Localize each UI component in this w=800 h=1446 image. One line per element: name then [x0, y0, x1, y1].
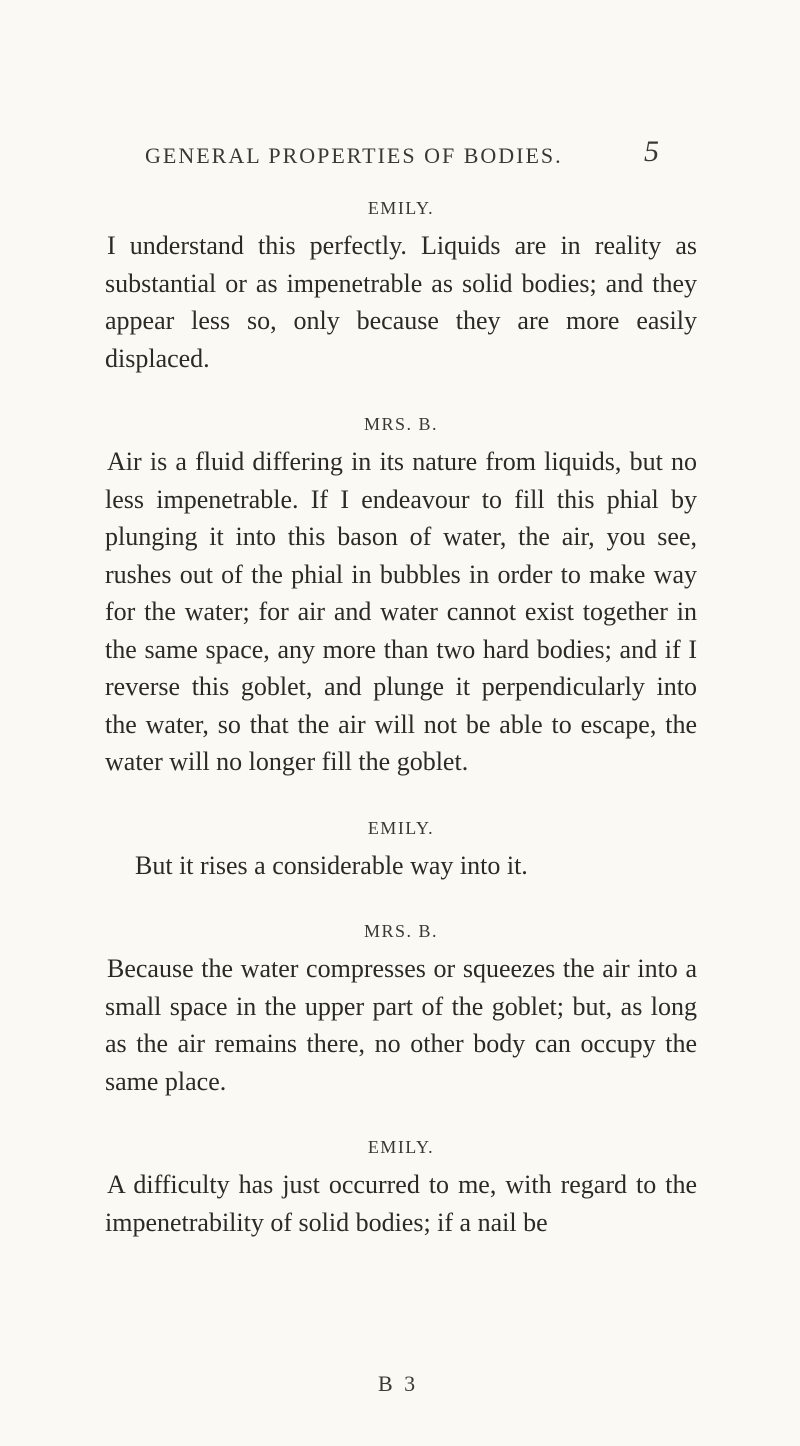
speaker-label: EMILY. [367, 1137, 435, 1157]
speaker-label: EMILY. [367, 817, 435, 838]
dialogue-paragraph: Because the water compresses or squeezes the air into a small space in the upper part of the goblet; but, as long as the air remains there, no other body can occupy the same place. [105, 954, 697, 1096]
running-title: GENERAL PROPERTIES OF BODIES. [145, 143, 563, 168]
speaker-label: MRS. B. [363, 414, 439, 434]
dialogue-paragraph: A difficulty has just occurred to me, with regard to the impenetrability of solid bodies; if a nail be [105, 1170, 697, 1237]
speaker-label: MRS. B. [363, 921, 439, 941]
dialogue-paragraph: Air is a fluid differing in its nature from liquids, but no less impenetrable. If I endeavour to fill this phial by plunging it into this bason of water, the air, you see, rushes out of the phial in bubbles in order to make way for the water; for air and water cannot exist together in the same space, any more than two hard bodies; and if I reverse this goblet, and plunge it perpendicularly into the water, so that the air will not be able to escape, the water will no longer fill the goblet. [105, 447, 697, 776]
dialogue-paragraph: I understand this perfectly. Liquids are in reality as substantial or as impenetrable as solid bodies; and they appear less so, only because they are more easily displaced. [105, 231, 697, 373]
signature-mark: B 3 [378, 1371, 419, 1396]
dialogue-text [105, 195, 697, 1241]
speaker-label: EMILY. [367, 198, 435, 218]
page-number: 5 [644, 135, 659, 168]
dialogue-paragraph: But it rises a considerable way into it. [135, 850, 528, 880]
